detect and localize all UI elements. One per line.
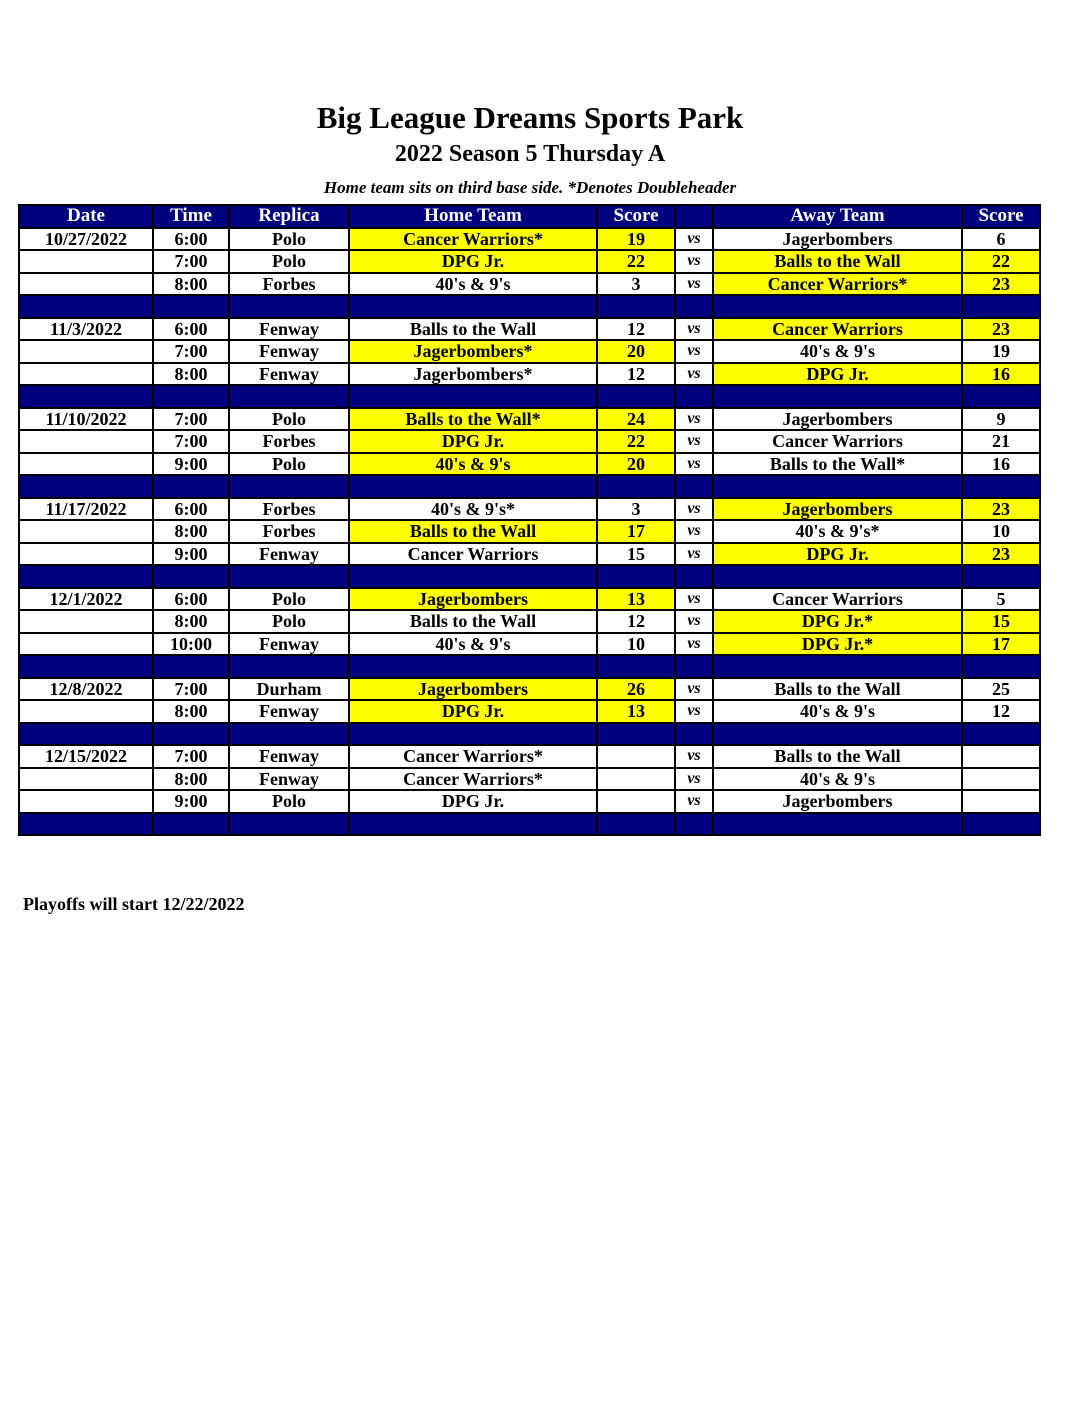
- table-row: [19, 340, 1040, 363]
- time-cell: 7:00: [153, 340, 229, 363]
- home-score-cell: [597, 768, 675, 791]
- home-score-cell: 22: [597, 250, 675, 273]
- time-cell: 9:00: [153, 543, 229, 566]
- separator-cell: [153, 565, 229, 588]
- time-cell: 8:00: [153, 768, 229, 791]
- vs-cell: vs: [675, 318, 713, 341]
- separator-row: [19, 385, 1040, 408]
- date-cell: 11/10/2022: [19, 408, 153, 431]
- home-team-cell: DPG Jr.: [349, 700, 597, 723]
- time-cell: 7:00: [153, 745, 229, 768]
- field-cell: Polo: [229, 228, 349, 251]
- table-row: [19, 543, 1040, 566]
- separator-cell: [349, 295, 597, 318]
- separator-cell: [713, 813, 962, 836]
- field-cell: Polo: [229, 453, 349, 476]
- separator-cell: [597, 295, 675, 318]
- away-team-cell: Balls to the Wall: [713, 745, 962, 768]
- field-cell: Polo: [229, 790, 349, 813]
- vs-cell: vs: [675, 633, 713, 656]
- date-cell: [19, 363, 153, 386]
- away-team-cell: Cancer Warriors: [713, 588, 962, 611]
- separator-cell: [349, 813, 597, 836]
- vs-cell: vs: [675, 588, 713, 611]
- separator-cell: [153, 813, 229, 836]
- table-row: [19, 453, 1040, 476]
- home-team-cell: DPG Jr.: [349, 790, 597, 813]
- date-cell: [19, 340, 153, 363]
- home-team-cell: DPG Jr.: [349, 250, 597, 273]
- table-row: [19, 273, 1040, 296]
- date-cell: 12/1/2022: [19, 588, 153, 611]
- table-row: [19, 678, 1040, 701]
- home-score-cell: 12: [597, 610, 675, 633]
- table-row: [19, 588, 1040, 611]
- separator-row: [19, 475, 1040, 498]
- table-row: [19, 790, 1040, 813]
- table-row: [19, 430, 1040, 453]
- date-cell: [19, 790, 153, 813]
- home-score-cell: 20: [597, 340, 675, 363]
- separator-cell: [19, 385, 153, 408]
- separator-cell: [597, 655, 675, 678]
- separator-cell: [713, 655, 962, 678]
- away-score-cell: [962, 768, 1040, 791]
- separator-cell: [349, 385, 597, 408]
- away-team-cell: 40's & 9's: [713, 700, 962, 723]
- separator-cell: [19, 565, 153, 588]
- home-team-cell: Jagerbombers*: [349, 363, 597, 386]
- header-home-team: Home Team: [349, 205, 597, 228]
- time-cell: 7:00: [153, 430, 229, 453]
- field-cell: Fenway: [229, 768, 349, 791]
- home-score-cell: 3: [597, 498, 675, 521]
- time-cell: 7:00: [153, 250, 229, 273]
- table-row: [19, 318, 1040, 341]
- home-team-cell: Balls to the Wall*: [349, 408, 597, 431]
- date-cell: [19, 543, 153, 566]
- away-team-cell: Balls to the Wall: [713, 250, 962, 273]
- away-score-cell: 16: [962, 363, 1040, 386]
- away-score-cell: 23: [962, 543, 1040, 566]
- away-team-cell: Cancer Warriors: [713, 430, 962, 453]
- vs-cell: vs: [675, 250, 713, 273]
- vs-cell: vs: [675, 498, 713, 521]
- separator-row: [19, 723, 1040, 746]
- separator-cell: [597, 475, 675, 498]
- time-cell: 8:00: [153, 700, 229, 723]
- time-cell: 8:00: [153, 363, 229, 386]
- home-team-cell: Cancer Warriors*: [349, 745, 597, 768]
- home-team-cell: DPG Jr.: [349, 430, 597, 453]
- away-score-cell: 25: [962, 678, 1040, 701]
- separator-cell: [962, 295, 1040, 318]
- away-score-cell: 17: [962, 633, 1040, 656]
- away-team-cell: Jagerbombers: [713, 408, 962, 431]
- vs-cell: vs: [675, 700, 713, 723]
- separator-row: [19, 655, 1040, 678]
- away-team-cell: DPG Jr.*: [713, 610, 962, 633]
- table-row: [19, 408, 1040, 431]
- away-score-cell: 10: [962, 520, 1040, 543]
- away-score-cell: 22: [962, 250, 1040, 273]
- date-cell: [19, 520, 153, 543]
- field-cell: Polo: [229, 610, 349, 633]
- home-score-cell: 22: [597, 430, 675, 453]
- away-score-cell: 19: [962, 340, 1040, 363]
- home-team-cell: Balls to the Wall: [349, 610, 597, 633]
- separator-cell: [962, 723, 1040, 746]
- field-cell: Fenway: [229, 363, 349, 386]
- separator-cell: [962, 385, 1040, 408]
- away-team-cell: Balls to the Wall*: [713, 453, 962, 476]
- separator-cell: [19, 295, 153, 318]
- away-score-cell: [962, 745, 1040, 768]
- header-vs: [675, 205, 713, 228]
- field-cell: Fenway: [229, 745, 349, 768]
- header-home-score: Score: [597, 205, 675, 228]
- separator-cell: [713, 565, 962, 588]
- date-cell: 12/15/2022: [19, 745, 153, 768]
- field-cell: Polo: [229, 408, 349, 431]
- vs-cell: vs: [675, 273, 713, 296]
- header-date: Date: [19, 205, 153, 228]
- separator-cell: [675, 295, 713, 318]
- away-score-cell: 15: [962, 610, 1040, 633]
- away-score-cell: 5: [962, 588, 1040, 611]
- home-score-cell: 13: [597, 588, 675, 611]
- home-score-cell: 26: [597, 678, 675, 701]
- page-subtitle: 2022 Season 5 Thursday A: [394, 141, 666, 167]
- separator-cell: [19, 723, 153, 746]
- away-score-cell: 21: [962, 430, 1040, 453]
- schedule-note: Home team sits on third base side. *Denotes Doubleheader: [323, 178, 737, 197]
- home-score-cell: 12: [597, 363, 675, 386]
- date-cell: [19, 273, 153, 296]
- away-team-cell: 40's & 9's*: [713, 520, 962, 543]
- header-time: Time: [153, 205, 229, 228]
- field-cell: Fenway: [229, 340, 349, 363]
- table-row: [19, 633, 1040, 656]
- table-row: [19, 363, 1040, 386]
- away-team-cell: Jagerbombers: [713, 228, 962, 251]
- separator-cell: [349, 655, 597, 678]
- home-team-cell: Balls to the Wall: [349, 520, 597, 543]
- separator-cell: [713, 723, 962, 746]
- separator-cell: [229, 565, 349, 588]
- field-cell: Durham: [229, 678, 349, 701]
- separator-cell: [962, 813, 1040, 836]
- header-replica: Replica: [229, 205, 349, 228]
- field-cell: Forbes: [229, 520, 349, 543]
- separator-cell: [597, 723, 675, 746]
- header-away-team: Away Team: [713, 205, 962, 228]
- time-cell: 9:00: [153, 790, 229, 813]
- vs-cell: vs: [675, 745, 713, 768]
- away-team-cell: Cancer Warriors: [713, 318, 962, 341]
- away-team-cell: Jagerbombers: [713, 790, 962, 813]
- separator-row: [19, 813, 1040, 836]
- away-score-cell: 12: [962, 700, 1040, 723]
- away-team-cell: Cancer Warriors*: [713, 273, 962, 296]
- vs-cell: vs: [675, 340, 713, 363]
- time-cell: 7:00: [153, 408, 229, 431]
- table-row: [19, 610, 1040, 633]
- home-team-cell: 40's & 9's: [349, 633, 597, 656]
- separator-row: [19, 295, 1040, 318]
- away-score-cell: 23: [962, 318, 1040, 341]
- separator-cell: [349, 565, 597, 588]
- separator-cell: [349, 723, 597, 746]
- separator-cell: [153, 723, 229, 746]
- table-row: [19, 768, 1040, 791]
- time-cell: 8:00: [153, 273, 229, 296]
- time-cell: 7:00: [153, 678, 229, 701]
- table-row: [19, 700, 1040, 723]
- away-score-cell: 9: [962, 408, 1040, 431]
- date-cell: [19, 430, 153, 453]
- time-cell: 6:00: [153, 498, 229, 521]
- away-team-cell: 40's & 9's: [713, 340, 962, 363]
- field-cell: Polo: [229, 250, 349, 273]
- home-score-cell: 13: [597, 700, 675, 723]
- date-cell: 11/17/2022: [19, 498, 153, 521]
- home-team-cell: Jagerbombers: [349, 678, 597, 701]
- separator-cell: [713, 475, 962, 498]
- separator-cell: [153, 385, 229, 408]
- field-cell: Forbes: [229, 498, 349, 521]
- separator-cell: [153, 655, 229, 678]
- home-team-cell: Cancer Warriors*: [349, 768, 597, 791]
- separator-cell: [349, 475, 597, 498]
- separator-cell: [675, 385, 713, 408]
- date-cell: [19, 633, 153, 656]
- vs-cell: vs: [675, 363, 713, 386]
- table-row: [19, 250, 1040, 273]
- table-row: [19, 228, 1040, 251]
- separator-cell: [229, 655, 349, 678]
- field-cell: Fenway: [229, 543, 349, 566]
- date-cell: 11/3/2022: [19, 318, 153, 341]
- table-row: [19, 520, 1040, 543]
- away-team-cell: DPG Jr.*: [713, 633, 962, 656]
- field-cell: Forbes: [229, 430, 349, 453]
- home-score-cell: [597, 745, 675, 768]
- separator-cell: [962, 655, 1040, 678]
- time-cell: 9:00: [153, 453, 229, 476]
- away-score-cell: 23: [962, 498, 1040, 521]
- away-score-cell: 23: [962, 273, 1040, 296]
- separator-cell: [597, 813, 675, 836]
- time-cell: 6:00: [153, 318, 229, 341]
- away-team-cell: 40's & 9's: [713, 768, 962, 791]
- home-score-cell: 3: [597, 273, 675, 296]
- separator-cell: [153, 475, 229, 498]
- home-score-cell: 12: [597, 318, 675, 341]
- home-score-cell: 20: [597, 453, 675, 476]
- separator-cell: [19, 813, 153, 836]
- vs-cell: vs: [675, 408, 713, 431]
- separator-cell: [713, 385, 962, 408]
- vs-cell: vs: [675, 790, 713, 813]
- page-title: Big League Dreams Sports Park: [316, 100, 744, 135]
- vs-cell: vs: [675, 520, 713, 543]
- separator-cell: [962, 475, 1040, 498]
- away-team-cell: DPG Jr.: [713, 543, 962, 566]
- time-cell: 6:00: [153, 588, 229, 611]
- vs-cell: vs: [675, 768, 713, 791]
- home-team-cell: Jagerbombers*: [349, 340, 597, 363]
- away-team-cell: Balls to the Wall: [713, 678, 962, 701]
- vs-cell: vs: [675, 610, 713, 633]
- separator-cell: [229, 385, 349, 408]
- vs-cell: vs: [675, 430, 713, 453]
- field-cell: Fenway: [229, 700, 349, 723]
- field-cell: Forbes: [229, 273, 349, 296]
- home-score-cell: 15: [597, 543, 675, 566]
- separator-cell: [229, 723, 349, 746]
- away-team-cell: Jagerbombers: [713, 498, 962, 521]
- vs-cell: vs: [675, 228, 713, 251]
- home-score-cell: 19: [597, 228, 675, 251]
- separator-cell: [153, 295, 229, 318]
- separator-cell: [19, 475, 153, 498]
- vs-cell: vs: [675, 543, 713, 566]
- date-cell: [19, 768, 153, 791]
- home-team-cell: 40's & 9's: [349, 273, 597, 296]
- home-score-cell: [597, 790, 675, 813]
- separator-cell: [229, 295, 349, 318]
- time-cell: 10:00: [153, 633, 229, 656]
- separator-cell: [962, 565, 1040, 588]
- home-score-cell: 24: [597, 408, 675, 431]
- separator-cell: [675, 813, 713, 836]
- home-score-cell: 10: [597, 633, 675, 656]
- time-cell: 8:00: [153, 520, 229, 543]
- table-row: [19, 498, 1040, 521]
- away-team-cell: DPG Jr.: [713, 363, 962, 386]
- table-row: [19, 745, 1040, 768]
- field-cell: Fenway: [229, 633, 349, 656]
- vs-cell: vs: [675, 453, 713, 476]
- home-team-cell: 40's & 9's: [349, 453, 597, 476]
- date-cell: [19, 700, 153, 723]
- separator-cell: [713, 295, 962, 318]
- time-cell: 8:00: [153, 610, 229, 633]
- vs-cell: vs: [675, 678, 713, 701]
- time-cell: 6:00: [153, 228, 229, 251]
- separator-cell: [19, 655, 153, 678]
- table-header-row: [19, 205, 1040, 228]
- header-away-score: Score: [962, 205, 1040, 228]
- home-team-cell: Cancer Warriors*: [349, 228, 597, 251]
- home-team-cell: Jagerbombers: [349, 588, 597, 611]
- separator-row: [19, 565, 1040, 588]
- away-score-cell: 6: [962, 228, 1040, 251]
- schedule-table: [18, 204, 1041, 836]
- separator-cell: [229, 813, 349, 836]
- field-cell: Fenway: [229, 318, 349, 341]
- playoffs-note: Playoffs will start 12/22/2022: [23, 894, 245, 914]
- separator-cell: [675, 475, 713, 498]
- separator-cell: [597, 565, 675, 588]
- separator-cell: [675, 565, 713, 588]
- date-cell: 12/8/2022: [19, 678, 153, 701]
- home-score-cell: 17: [597, 520, 675, 543]
- home-team-cell: Cancer Warriors: [349, 543, 597, 566]
- home-team-cell: 40's & 9's*: [349, 498, 597, 521]
- away-score-cell: 16: [962, 453, 1040, 476]
- field-cell: Polo: [229, 588, 349, 611]
- date-cell: [19, 250, 153, 273]
- date-cell: [19, 453, 153, 476]
- separator-cell: [675, 723, 713, 746]
- date-cell: 10/27/2022: [19, 228, 153, 251]
- separator-cell: [597, 385, 675, 408]
- separator-cell: [229, 475, 349, 498]
- home-team-cell: Balls to the Wall: [349, 318, 597, 341]
- separator-cell: [675, 655, 713, 678]
- date-cell: [19, 610, 153, 633]
- away-score-cell: [962, 790, 1040, 813]
